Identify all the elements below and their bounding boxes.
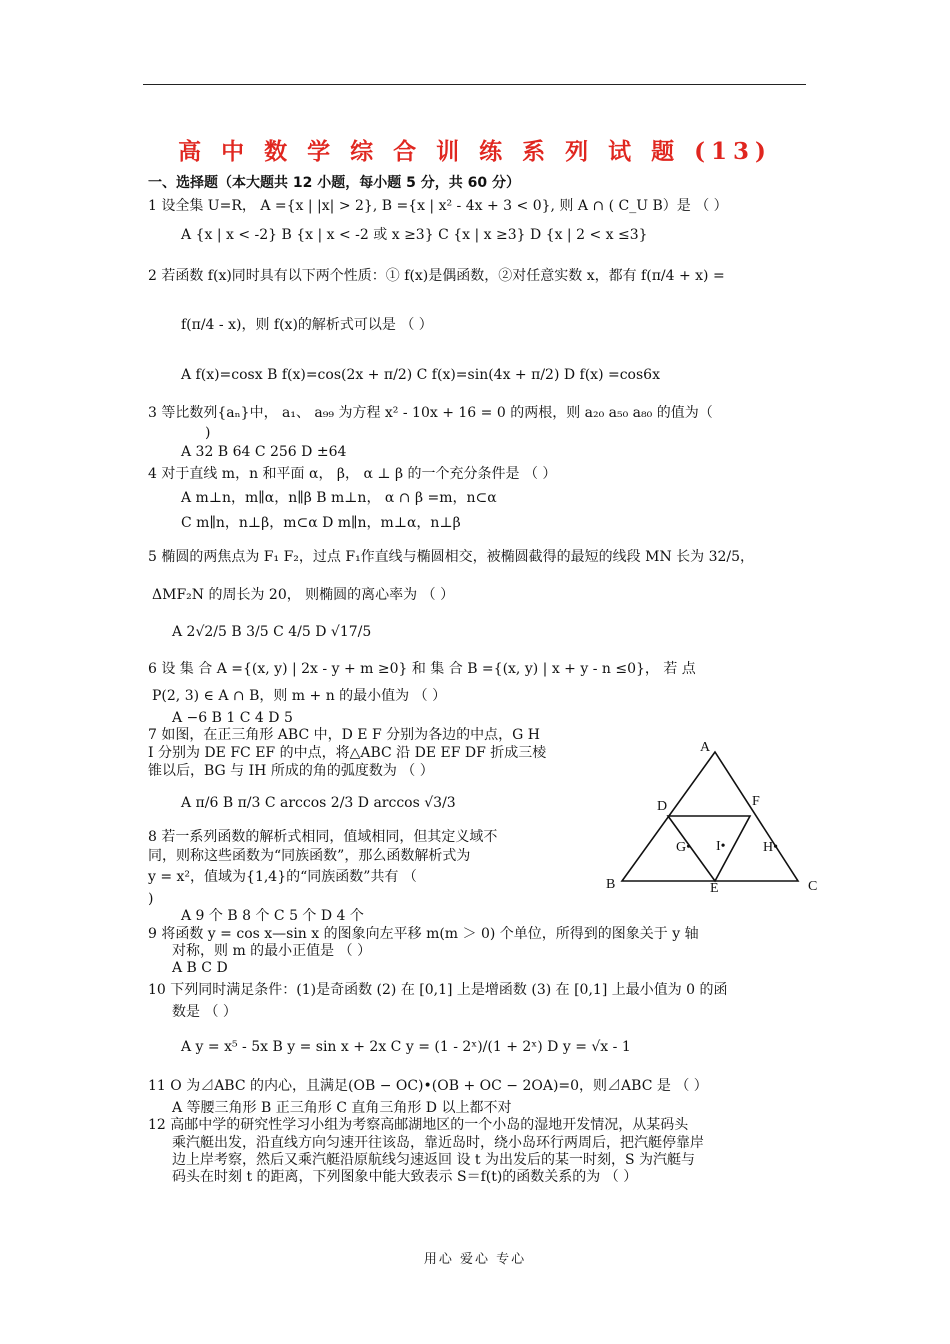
question-6-options: A −6 B 1 C 4 D 5 (172, 710, 293, 726)
question-8-cont3: ) (148, 891, 154, 907)
question-7-cont2: 锥以后，BG 与 IH 所成的角的弧度数为 （ ） (148, 763, 434, 779)
label-h: H• (763, 840, 779, 855)
question-2-options: A f(x)=cosx B f(x)=cos(2x + π/2) C f(x)=sin(4x + π/2) D f(x) =cos6x (181, 367, 660, 383)
question-8-cont: 同，则称这些函数为“同族函数”，那么函数解析式为 (148, 848, 471, 864)
question-2: 2 若函数 f(x)同时具有以下两个性质：① f(x)是偶函数，②对任意实数 x，都有 f(π/4 + x) = (148, 268, 725, 284)
label-g: G• (676, 840, 692, 855)
question-4: 4 对于直线 m，n 和平面 α， β， α ⊥ β 的一个充分条件是 （ ） (148, 466, 557, 482)
label-f: F (752, 794, 760, 809)
question-8-options: A 9 个 B 8 个 C 5 个 D 4 个 (181, 908, 364, 924)
question-12-cont3: 码头在时刻 t 的距离，下列图象中能大致表示 S＝f(t)的函数关系的为 （ ） (172, 1169, 638, 1185)
label-b: B (606, 877, 616, 892)
triangle-figure (600, 736, 830, 896)
question-1-options: A {x | x < -2} B {x | x < -2 或 x ≥3} C {x | x ≥3} D {x | 2 < x ≤3} (181, 227, 648, 243)
question-1: 1 设全集 U=R， A ={x | |x| > 2}, B ={x | x² - 4x + 3 < 0}, 则 A ∩ ( C_U B）是 （ ） (148, 198, 728, 214)
question-5-options: A 2√2/5 B 3/5 C 4/5 D √17/5 (172, 624, 372, 640)
question-7-options: A π/6 B π/3 C arccos 2/3 D arccos √3/3 (181, 795, 456, 811)
question-5-cont: ΔMF₂N 的周长为 20， 则椭圆的离心率为 （ ） (152, 587, 455, 603)
page-title: 高 中 数 学 综 合 训 练 系 列 试 题 (13) (178, 138, 772, 165)
question-10-options: A y = x⁵ - 5x B y = sin x + 2x C y = (1 - 2ˣ)/(1 + 2ˣ) D y = √x - 1 (181, 1039, 631, 1055)
question-9-options: A B C D (172, 960, 228, 976)
question-3-cont: ) (205, 425, 211, 441)
question-9-cont: 对称，则 m 的最小正值是 （ ） (172, 943, 372, 959)
question-8: 8 若一系列函数的解析式相同，值域相同，但其定义域不 (148, 829, 498, 845)
question-3: 3 等比数列{aₙ}中， a₁、 a₉₉ 为方程 x² - 10x + 16 = 0 的两根，则 a₂₀ a₅₀ a₈₀ 的值为（ (148, 405, 713, 421)
question-6-cont: P(2, 3) ∈ A ∩ B，则 m + n 的最小值为 （ ） (152, 688, 447, 704)
question-6: 6 设 集 合 A ={(x, y) | 2x - y + m ≥0} 和 集 合 B ={(x, y) | x + y - n ≤0}， 若 点 (148, 661, 696, 677)
question-12: 12 高邮中学的研究性学习小组为考察高邮湖地区的一个小岛的湿地开发情况，从某码头 (148, 1117, 689, 1133)
question-9: 9 将函数 y = cos x—sin x 的图象向左平移 m(m ＞ 0) 个单位，所得到的图象关于 y 轴 (148, 926, 699, 942)
section-heading: 一、选择题（本大题共 12 小题，每小题 5 分，共 60 分） (148, 175, 520, 191)
label-i: I• (716, 839, 726, 854)
label-c: C (808, 879, 818, 894)
question-8-cont2: y = x²，值域为{1,4}的“同族函数”共有 （ (148, 869, 417, 885)
label-d: D (657, 799, 668, 814)
question-10: 10 下列同时满足条件：(1)是奇函数 (2) 在 [0,1] 上是增函数 (3) 在 [0,1] 上最小值为 0 的函 (148, 982, 728, 998)
question-12-cont2: 边上岸考察，然后又乘汽艇沿原航线匀速返回 设 t 为出发后的某一时刻，S 为汽艇与 (172, 1152, 696, 1168)
question-11-options: A 等腰三角形 B 正三角形 C 直角三角形 D 以上都不对 (172, 1100, 512, 1116)
question-4-options-ab: A m⊥n，m∥α，n∥β B m⊥n， α ∩ β =m，n⊂α (181, 490, 497, 506)
question-11: 11 O 为⊿ABC 的内心，且满足(OB − OC)•(OB + OC − 2OA)=0，则⊿ABC 是 （ ） (148, 1078, 708, 1094)
label-e: E (710, 881, 719, 896)
question-10-cont: 数是 （ ） (172, 1004, 237, 1020)
question-3-options: A 32 B 64 C 256 D ±64 (181, 444, 347, 460)
question-5: 5 椭圆的两焦点为 F₁ F₂，过点 F₁作直线与椭圆相交，被椭圆截得的最短的线段 MN 长为 32/5， (148, 549, 755, 565)
question-4-options-cd: C m∥n，n⊥β，m⊂α D m∥n，m⊥α，n⊥β (181, 515, 461, 531)
question-7-cont: I 分别为 DE FC EF 的中点，将△ABC 沿 DE EF DF 折成三棱 (148, 745, 547, 761)
question-7: 7 如图，在正三角形 ABC 中，D E F 分别为各边的中点，G H (148, 727, 540, 743)
question-2-cont: f(π/4 - x)，则 f(x)的解析式可以是 （ ） (181, 317, 433, 333)
question-12-cont: 乘汽艇出发，沿直线方向匀速开往该岛，靠近岛时，绕小岛环行两周后，把汽艇停靠岸 (172, 1135, 704, 1151)
footer-motto: 用心 爱心 专心 (423, 1252, 527, 1267)
header-rule (143, 84, 806, 85)
label-a: A (700, 740, 711, 755)
